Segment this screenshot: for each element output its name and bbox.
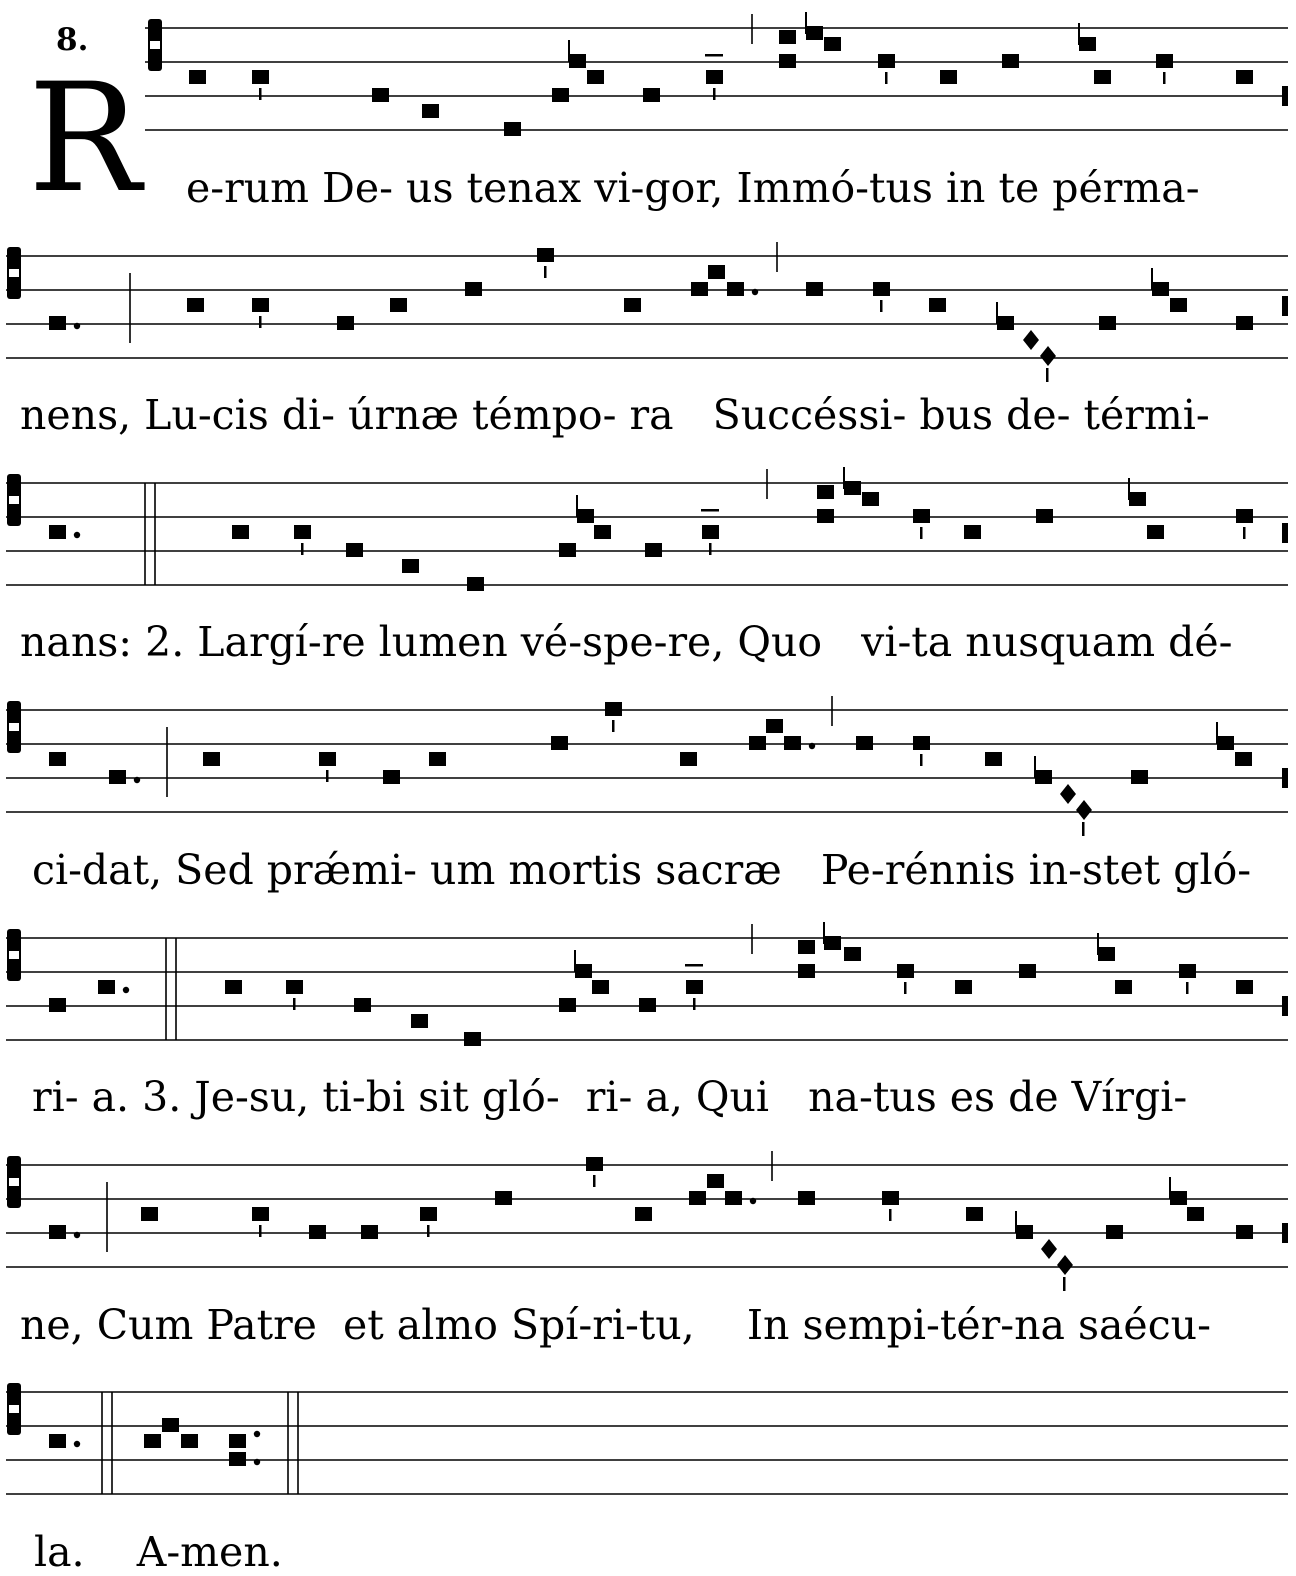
neume-note	[862, 492, 879, 506]
neume-stem	[576, 495, 578, 517]
ictus-mark	[920, 527, 923, 539]
neume-note	[1235, 752, 1252, 766]
neume-note	[929, 298, 946, 312]
neume-note	[878, 54, 895, 68]
mora-dot	[74, 532, 80, 538]
neume-note	[985, 752, 1002, 766]
neume-note	[402, 559, 419, 573]
neume-note	[575, 964, 592, 978]
mora-dot	[254, 1459, 260, 1465]
ictus-mark	[1082, 822, 1085, 836]
ictus-mark	[904, 982, 907, 994]
neume-note	[913, 736, 930, 750]
rhombus-note	[1060, 784, 1076, 804]
neume-note	[1079, 37, 1096, 51]
neume-note	[806, 282, 823, 296]
neume-note	[639, 998, 656, 1012]
neume-note	[643, 88, 660, 102]
neume-note	[383, 770, 400, 784]
custos	[1282, 1223, 1288, 1243]
lyric-line-5: ri- a. 3. Je-su, ti-bi sit gló- ri- a, Qui na-tus es de Vírgi-	[32, 1073, 1188, 1121]
neume-note	[587, 70, 604, 84]
neume-note	[706, 70, 723, 84]
neume-note	[1152, 282, 1169, 296]
neume-note	[897, 964, 914, 978]
hymn-number: 8.	[56, 22, 89, 58]
neume-note	[798, 1191, 815, 1205]
neume-note	[559, 998, 576, 1012]
neume-note	[624, 298, 641, 312]
mora-dot	[74, 323, 80, 329]
neume-note	[1019, 964, 1036, 978]
neume-stem	[823, 922, 825, 944]
neume-note	[354, 998, 371, 1012]
rhombus-note	[1041, 1239, 1057, 1259]
mora-dot	[123, 987, 129, 993]
neume-note	[537, 248, 554, 262]
neume-note	[504, 122, 521, 136]
neume-note	[955, 980, 972, 994]
neume-note	[1036, 509, 1053, 523]
ictus-mark	[259, 1225, 262, 1237]
neume-note	[309, 1225, 326, 1239]
neume-note	[605, 702, 622, 716]
ictus-mark	[326, 770, 329, 782]
neume-note	[680, 752, 697, 766]
neume-note	[1098, 947, 1115, 961]
neume-note	[49, 1434, 66, 1448]
neume-note	[766, 719, 783, 733]
lyric-line-1: e-rum De- us tenax vi-gor, Immó-tus in te pérma-	[186, 164, 1200, 212]
neume-note	[1099, 316, 1116, 330]
neume-note	[1187, 1207, 1204, 1221]
neume-note	[464, 1032, 481, 1046]
neume-note	[49, 1225, 66, 1239]
neume-note	[817, 485, 834, 499]
neume-note	[1002, 54, 1019, 68]
neume-note	[98, 980, 115, 994]
neume-note	[1035, 770, 1052, 784]
neume-note	[372, 88, 389, 102]
episema-mark	[701, 509, 719, 512]
neume-note	[707, 1174, 724, 1188]
ictus-mark	[427, 1225, 430, 1237]
ictus-mark	[1046, 368, 1049, 382]
neume-note	[913, 509, 930, 523]
neume-note	[749, 736, 766, 750]
neume-note	[1236, 980, 1253, 994]
neume-note	[252, 1207, 269, 1221]
episema-mark	[685, 964, 703, 967]
ictus-mark	[1243, 527, 1246, 539]
ictus-mark	[259, 88, 262, 100]
neume-stem	[1169, 1177, 1171, 1199]
neume-note	[559, 543, 576, 557]
ictus-mark	[301, 543, 304, 555]
neume-stem	[843, 467, 845, 489]
neume-note	[229, 1452, 246, 1466]
mora-dot	[74, 1232, 80, 1238]
neume-note	[1106, 1225, 1123, 1239]
neume-note	[1129, 492, 1146, 506]
neume-note	[232, 525, 249, 539]
neume-note	[144, 1434, 161, 1448]
neume-note	[708, 265, 725, 279]
neume-stem	[1097, 933, 1099, 955]
neume-note	[286, 980, 303, 994]
neume-note	[569, 54, 586, 68]
lyric-line-6: ne, Cum Patre et almo Spí-ri-tu, In sempi-tér-na saécu-	[20, 1301, 1211, 1349]
neume-note	[882, 1191, 899, 1205]
neume-note	[1179, 964, 1196, 978]
lyric-line-2: nens, Lu-cis di- úrnæ témpo- ra Succéssi- bus de- térmi-	[20, 391, 1210, 439]
neume-note	[229, 1434, 246, 1448]
neume-stem	[1216, 722, 1218, 744]
c-clef	[9, 951, 19, 959]
rhombus-note	[1040, 346, 1056, 366]
neume-stem	[996, 302, 998, 324]
custos	[1282, 768, 1288, 788]
neume-note	[294, 525, 311, 539]
c-clef	[9, 1178, 19, 1186]
ictus-mark	[612, 720, 615, 732]
neume-note	[465, 282, 482, 296]
neume-note	[997, 316, 1014, 330]
neume-note	[49, 752, 66, 766]
neume-note	[390, 298, 407, 312]
custos	[1282, 296, 1288, 316]
neume-note	[594, 525, 611, 539]
rhombus-note	[1057, 1255, 1073, 1275]
custos	[1282, 996, 1288, 1016]
neume-stem	[805, 12, 807, 34]
custos	[1282, 523, 1288, 543]
neume-note	[552, 88, 569, 102]
neume-note	[187, 298, 204, 312]
neume-note	[1147, 525, 1164, 539]
neume-note	[1236, 509, 1253, 523]
neume-note	[844, 481, 861, 495]
mora-dot	[809, 743, 815, 749]
neume-note	[1156, 54, 1173, 68]
neume-note	[844, 947, 861, 961]
c-clef	[9, 1405, 19, 1413]
neume-note	[586, 1157, 603, 1171]
neume-note	[181, 1434, 198, 1448]
neume-note	[1236, 316, 1253, 330]
neume-note	[252, 70, 269, 84]
neume-note	[1236, 70, 1253, 84]
ictus-mark	[880, 300, 883, 312]
neume-note	[49, 998, 66, 1012]
neume-stem	[1151, 268, 1153, 290]
lyric-line-7: la. A-men.	[34, 1528, 283, 1576]
neume-note	[856, 736, 873, 750]
neume-note	[49, 316, 66, 330]
neume-note	[577, 509, 594, 523]
episema-mark	[705, 54, 723, 57]
ictus-mark	[885, 72, 888, 84]
neume-note	[189, 70, 206, 84]
neume-stem	[574, 950, 576, 972]
neume-note	[49, 525, 66, 539]
neume-note	[779, 30, 796, 44]
c-clef	[9, 723, 19, 731]
neume-note	[1170, 1191, 1187, 1205]
neume-note	[824, 37, 841, 51]
ictus-mark	[693, 998, 696, 1010]
neume-note	[1094, 70, 1111, 84]
neume-note	[635, 1207, 652, 1221]
neume-note	[422, 104, 439, 118]
neume-note	[420, 1207, 437, 1221]
rhombus-note	[1023, 330, 1039, 350]
neume-note	[798, 940, 815, 954]
neume-note	[873, 282, 890, 296]
mora-dot	[134, 777, 140, 783]
neume-note	[162, 1418, 179, 1432]
neume-note	[817, 509, 834, 523]
neume-stem	[568, 40, 570, 62]
neume-note	[225, 980, 242, 994]
neume-note	[779, 54, 796, 68]
custos	[1282, 86, 1288, 106]
ictus-mark	[593, 1175, 596, 1187]
neume-note	[1115, 980, 1132, 994]
neume-note	[429, 752, 446, 766]
neume-note	[361, 1225, 378, 1239]
neume-note	[337, 316, 354, 330]
mora-dot	[750, 1198, 756, 1204]
neume-note	[1131, 770, 1148, 784]
neume-note	[725, 1191, 742, 1205]
neume-note	[727, 282, 744, 296]
ictus-mark	[920, 754, 923, 766]
ictus-mark	[889, 1209, 892, 1221]
neume-note	[252, 298, 269, 312]
neume-note	[964, 525, 981, 539]
ictus-mark	[1063, 1277, 1066, 1291]
neume-note	[551, 736, 568, 750]
mora-dot	[74, 1441, 80, 1447]
neume-note	[966, 1207, 983, 1221]
neume-note	[1016, 1225, 1033, 1239]
neume-note	[686, 980, 703, 994]
ictus-mark	[709, 543, 712, 555]
neume-note	[824, 936, 841, 950]
neume-note	[1236, 1225, 1253, 1239]
mora-dot	[752, 289, 758, 295]
neume-stem	[1015, 1211, 1017, 1233]
ictus-mark	[259, 316, 262, 328]
c-clef	[150, 41, 160, 49]
neume-note	[411, 1014, 428, 1028]
neume-note	[141, 1207, 158, 1221]
neume-note	[592, 980, 609, 994]
neume-note	[784, 736, 801, 750]
neume-note	[806, 26, 823, 40]
c-clef	[9, 269, 19, 277]
ictus-mark	[713, 88, 716, 100]
neume-note	[689, 1191, 706, 1205]
neume-note	[467, 577, 484, 591]
ictus-mark	[1163, 72, 1166, 84]
rhombus-note	[1076, 800, 1092, 820]
neume-note	[1170, 298, 1187, 312]
lyric-line-4: ci-dat, Sed prǽmi- um mortis sacræ Pe-rénnis in-stet gló-	[32, 846, 1252, 894]
neume-note	[203, 752, 220, 766]
neume-stem	[1078, 23, 1080, 45]
neume-note	[940, 70, 957, 84]
ictus-mark	[1186, 982, 1189, 994]
ictus-mark	[293, 998, 296, 1010]
neume-note	[702, 525, 719, 539]
neume-note	[319, 752, 336, 766]
c-clef	[9, 496, 19, 504]
neume-note	[645, 543, 662, 557]
neume-note	[1217, 736, 1234, 750]
mora-dot	[254, 1431, 260, 1437]
neume-note	[495, 1191, 512, 1205]
ictus-mark	[544, 266, 547, 278]
neume-note	[346, 543, 363, 557]
drop-cap-initial: R	[28, 52, 141, 226]
lyric-line-3: nans: 2. Largí-re lumen vé-spe-re, Quo vi-ta nusquam dé-	[20, 618, 1233, 666]
neume-stem	[1034, 756, 1036, 778]
neume-stem	[1128, 478, 1130, 500]
neume-note	[109, 770, 126, 784]
neume-note	[798, 964, 815, 978]
neume-note	[691, 282, 708, 296]
